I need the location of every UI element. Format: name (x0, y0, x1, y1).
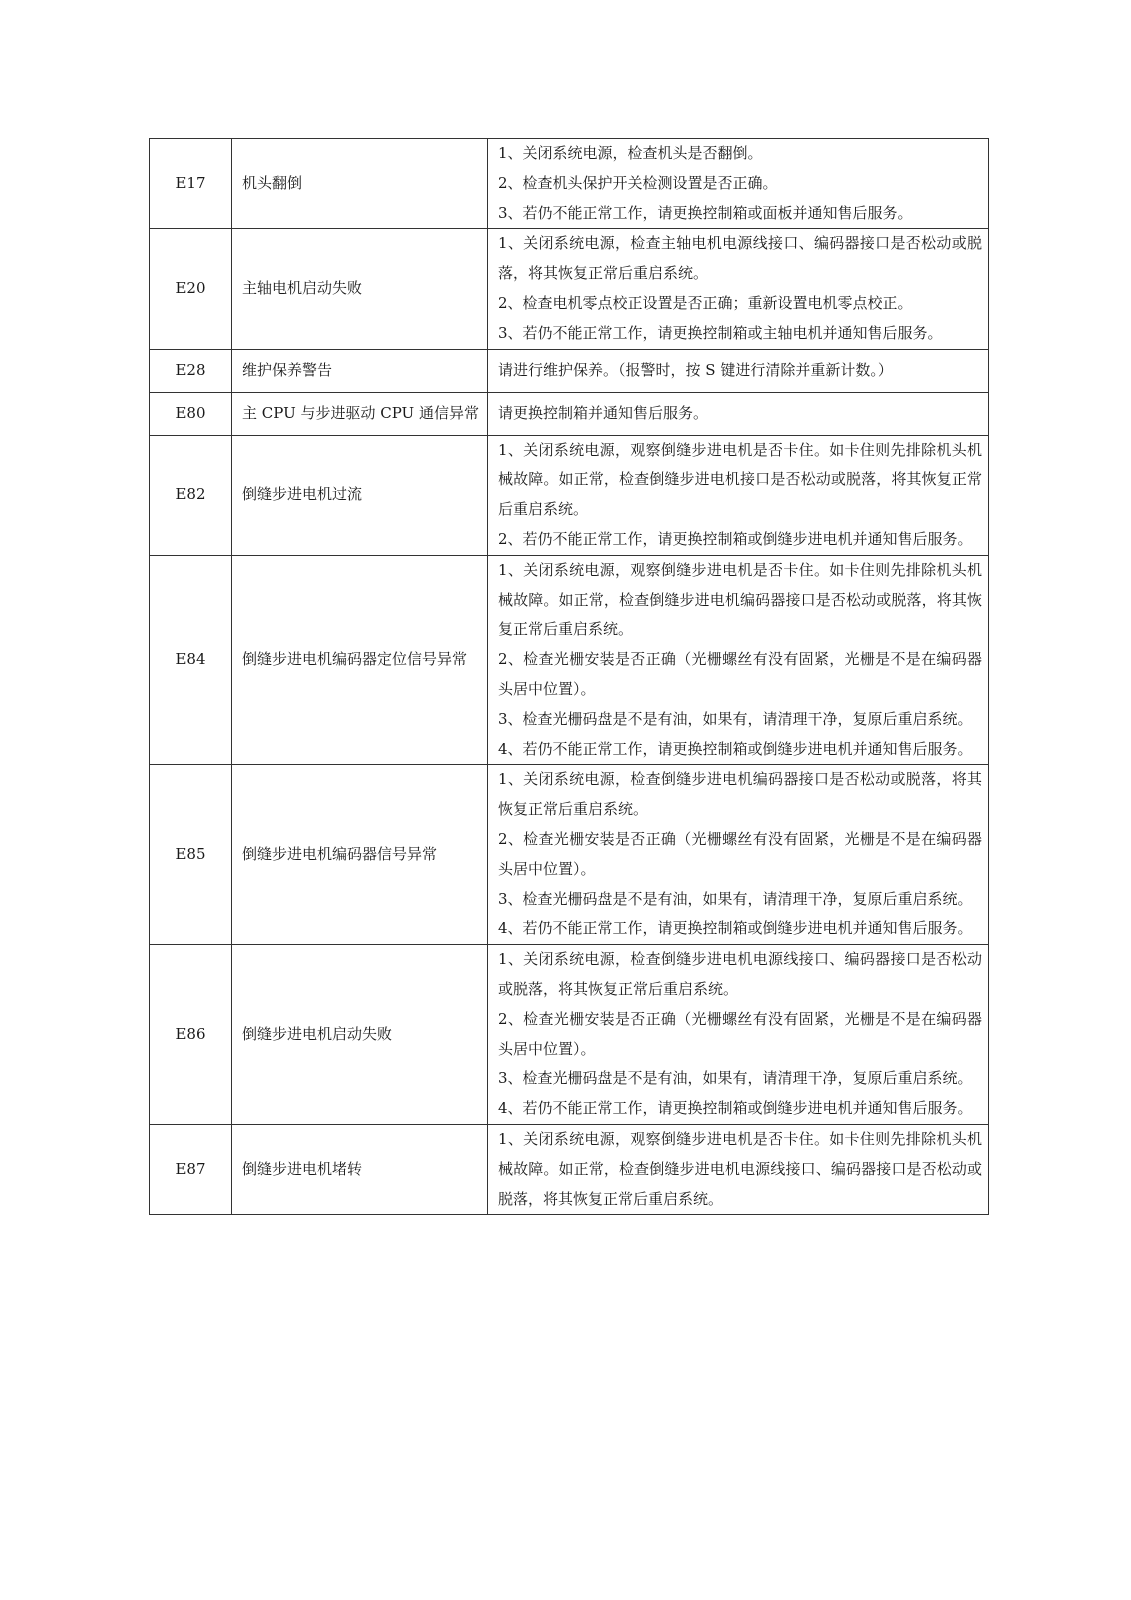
solution-cell (488, 139, 989, 229)
solution-step: 3、若仍不能正常工作，请更换控制箱或主轴电机并通知售后服务。 (498, 323, 943, 342)
table-row (150, 1124, 989, 1214)
fault-name-cell: 倒缝步进电机堵转 (232, 1124, 488, 1214)
error-code-cell: E20 (150, 229, 232, 349)
solution-cell (488, 555, 989, 765)
solution-step: 3、若仍不能正常工作，请更换控制箱或面板并通知售后服务。 (498, 203, 913, 222)
error-code-cell: E87 (150, 1124, 232, 1214)
solution-cell (488, 1124, 989, 1214)
fault-name-cell: 倒缝步进电机编码器信号异常 (232, 765, 488, 945)
solution-step: 2、若仍不能正常工作，请更换控制箱或倒缝步进电机并通知售后服务。 (498, 529, 973, 548)
solution-cell (488, 945, 989, 1125)
table-row (150, 349, 989, 392)
fault-code-table (149, 138, 989, 1215)
solution-step: 2、检查机头保护开关检测设置是否正确。 (498, 173, 778, 192)
solution-step: 2、检查光栅安装是否正确（光栅螺丝有没有固紧，光栅是不是在编码器头居中位置）。 (498, 829, 982, 878)
table-row (150, 435, 989, 555)
solution-step: 请进行维护保养。（报警时，按 S 键进行清除并重新计数。） (498, 360, 893, 379)
error-code-cell: E82 (150, 435, 232, 555)
solution-cell (488, 349, 989, 392)
fault-name-cell: 倒缝步进电机编码器定位信号异常 (232, 555, 488, 765)
fault-name-cell: 倒缝步进电机过流 (232, 435, 488, 555)
table-row (150, 392, 989, 435)
solution-step: 1、关闭系统电源，检查主轴电机电源线接口、编码器接口是否松动或脱落，将其恢复正常后重启系统。 (498, 234, 982, 283)
fault-name-cell: 机头翻倒 (232, 139, 488, 229)
error-code-cell: E86 (150, 945, 232, 1125)
fault-name-cell: 倒缝步进电机启动失败 (232, 945, 488, 1125)
solution-step: 4、若仍不能正常工作，请更换控制箱或倒缝步进电机并通知售后服务。 (498, 919, 973, 938)
table-row (150, 229, 989, 349)
error-code-cell: E28 (150, 349, 232, 392)
solution-step: 2、检查光栅安装是否正确（光栅螺丝有没有固紧，光栅是不是在编码器头居中位置）。 (498, 1009, 982, 1058)
solution-step: 请更换控制箱并通知售后服务。 (498, 403, 709, 422)
fault-name-cell: 维护保养警告 (232, 349, 488, 392)
fault-name-cell: 主轴电机启动失败 (232, 229, 488, 349)
solution-step: 1、关闭系统电源，观察倒缝步进电机是否卡住。如卡住则先排除机头机械故障。如正常，检查倒缝步进电机电源线接口、编码器接口是否松动或脱落，将其恢复正常后重启系统。 (498, 1129, 982, 1208)
solution-step: 1、关闭系统电源，观察倒缝步进电机是否卡住。如卡住则先排除机头机械故障。如正常，检查倒缝步进电机编码器接口是否松动或脱落，将其恢复正常后重启系统。 (498, 560, 982, 639)
error-code-cell: E80 (150, 392, 232, 435)
error-code-cell: E17 (150, 139, 232, 229)
error-code-cell: E85 (150, 765, 232, 945)
solution-step: 1、关闭系统电源，检查倒缝步进电机编码器接口是否松动或脱落，将其恢复正常后重启系统。 (498, 770, 982, 819)
solution-step: 3、检查光栅码盘是不是有油，如果有，请清理干净，复原后重启系统。 (498, 709, 973, 728)
solution-cell (488, 392, 989, 435)
solution-step: 4、若仍不能正常工作，请更换控制箱或倒缝步进电机并通知售后服务。 (498, 739, 973, 758)
solution-cell (488, 435, 989, 555)
solution-step: 1、关闭系统电源，检查机头是否翻倒。 (498, 144, 763, 162)
table-row (150, 945, 989, 1125)
error-code-cell: E84 (150, 555, 232, 765)
solution-step: 1、关闭系统电源，观察倒缝步进电机是否卡住。如卡住则先排除机头机械故障。如正常，检查倒缝步进电机接口是否松动或脱落，将其恢复正常后重启系统。 (498, 440, 982, 519)
solution-step: 2、检查电机零点校正设置是否正确；重新设置电机零点校正。 (498, 293, 913, 312)
table-row (150, 765, 989, 945)
fault-name-cell: 主 CPU 与步进驱动 CPU 通信异常 (232, 392, 488, 435)
solution-step: 3、检查光栅码盘是不是有油，如果有，请清理干净，复原后重启系统。 (498, 889, 973, 908)
table-row (150, 139, 989, 229)
solution-step: 2、检查光栅安装是否正确（光栅螺丝有没有固紧，光栅是不是在编码器头居中位置）。 (498, 650, 982, 698)
solution-cell (488, 765, 989, 945)
solution-step: 4、若仍不能正常工作，请更换控制箱或倒缝步进电机并通知售后服务。 (498, 1099, 973, 1118)
solution-cell (488, 229, 989, 349)
solution-step: 1、关闭系统电源，检查倒缝步进电机电源线接口、编码器接口是否松动或脱落，将其恢复正常后重启系统。 (498, 950, 982, 998)
solution-step: 3、检查光栅码盘是不是有油，如果有，请清理干净，复原后重启系统。 (498, 1069, 973, 1088)
table-row (150, 555, 989, 765)
